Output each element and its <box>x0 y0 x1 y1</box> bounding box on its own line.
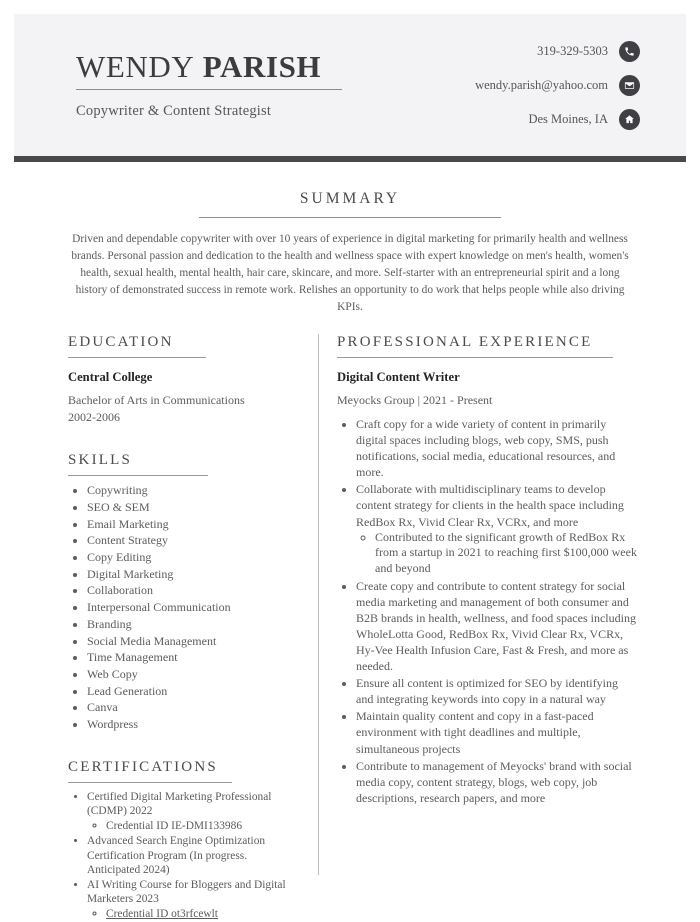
experience-underline <box>337 357 613 358</box>
list-item: • Web Copy <box>87 667 296 683</box>
education-underline <box>68 357 206 358</box>
list-item: • Email Marketing <box>87 517 296 533</box>
contact-row-phone[interactable] <box>537 41 640 62</box>
certifications-section <box>68 759 296 922</box>
list-item <box>356 758 637 806</box>
left-column <box>68 334 296 922</box>
list-item <box>356 578 637 674</box>
experience-bullet-text: Maintain quality content and copy in a fast-paced environment with tight deadlines and multiple, simultaneous projects <box>356 709 594 756</box>
experience-title: PROFESSIONAL EXPERIENCE <box>337 334 593 350</box>
list-item <box>356 675 637 707</box>
list-item: • Interpersonal Communication <box>87 600 296 616</box>
certification-text: Certified Digital Marketing Professional (CDMP) 2022 <box>87 790 272 818</box>
envelope-icon <box>619 75 640 96</box>
skills-section <box>68 452 296 733</box>
experience-bullet-text: Contribute to management of Meyocks' brand with social media copy, content strategy, blogs, web copy, job descriptions, research papers, and more <box>356 758 632 805</box>
list-item: • Time Management <box>87 650 296 666</box>
home-icon <box>619 109 640 130</box>
certification-sub-list <box>87 819 296 834</box>
experience-entry <box>337 370 637 806</box>
education-title: EDUCATION <box>68 334 174 350</box>
experience-bullet-list <box>337 416 637 806</box>
list-item: • Canva <box>87 700 296 716</box>
full-name <box>76 50 342 85</box>
list-item: • Lead Generation <box>87 684 296 700</box>
summary-underline <box>199 217 501 218</box>
experience-bullet-text: Craft copy for a wide variety of content in primarily digital spaces including blogs, web copy, SMS, push notifications, social media, educational resources, and more. <box>356 417 616 480</box>
certifications-list <box>68 790 296 922</box>
credential-id-link[interactable] <box>106 907 296 922</box>
phone-icon <box>619 41 640 62</box>
certification-text: Advanced Search Engine Optimization Certification Program (In progress. Anticipated 2024) <box>87 834 266 877</box>
name-underline <box>76 89 342 90</box>
contact-row-location[interactable] <box>528 109 640 130</box>
list-item: • Social Media Management <box>87 634 296 650</box>
last-name: PARISH <box>202 48 322 84</box>
list-item: • Digital Marketing <box>87 567 296 583</box>
certifications-underline <box>68 782 232 783</box>
skills-underline <box>68 475 208 476</box>
certification-sub-list <box>87 907 296 922</box>
header-content <box>14 14 686 156</box>
experience-sub-list <box>356 530 637 577</box>
identity-block <box>76 50 342 121</box>
list-item <box>356 416 637 480</box>
phone-text: 319-329-5303 <box>537 43 608 58</box>
first-name: WENDY <box>76 48 195 84</box>
credential-id-text: Credential ID ot3rfcewlt <box>106 907 218 920</box>
summary-section <box>14 190 686 315</box>
experience-bullet-text: Ensure all content is optimized for SEO by identifying and integrating keywords into copy in a natural way <box>356 676 618 707</box>
list-item: • Copywriting <box>87 483 296 499</box>
skills-list <box>68 483 296 733</box>
job-title: Copywriter & Content Strategist <box>76 103 272 120</box>
skills-title: SKILLS <box>68 452 133 469</box>
education-degree: Bachelor of Arts in Communications <box>68 393 245 407</box>
header-divider-rule <box>14 156 686 162</box>
education-school: Central College <box>68 370 153 384</box>
list-item: • Copy Editing <box>87 550 296 566</box>
education-entry <box>68 370 296 426</box>
summary-text: Driven and dependable copywriter with over 10 years of experience in digital marketing for primarily health and wellness brands. Personal passion and dedication to the health and wellness space with expert knowledge on men's health, women's health, sexual health, mental health, hair care, skincare, and more. Self-starter with an entrepreneurial spirit and a long history of demonstrated success in remote work. Relishes an opportunity to do work that helps people while also driving KPIs. <box>71 233 629 313</box>
list-item: • Collaboration <box>87 583 296 599</box>
list-item: ◦ Credential ID IE-DMI133986 <box>106 819 296 834</box>
experience-employer: Meyocks Group | 2021 - Present <box>337 393 493 407</box>
education-section <box>68 334 296 426</box>
certification-text: AI Writing Course for Bloggers and Digital Marketers 2023 <box>87 878 286 906</box>
certifications-title: CERTIFICATIONS <box>68 758 218 775</box>
education-years: 2002-2006 <box>68 410 120 425</box>
experience-bullet-text: Collaborate with multidisciplinary teams to develop content strategy for clients in the health space including RedBox Rx, Vivid Clear Rx, VCRx, and more <box>356 482 624 529</box>
email-text: wendy.parish@yahoo.com <box>475 77 608 92</box>
list-item <box>356 481 637 576</box>
list-item: • SEO & SEM <box>87 500 296 516</box>
list-item <box>87 878 296 922</box>
list-item: • Content Strategy <box>87 533 296 549</box>
right-column <box>337 334 637 807</box>
list-item: ◦ Contributed to the significant growth of RedBox Rx from a startup in 2021 to reaching first $100,000 week and beyond <box>375 530 637 577</box>
location-text: Des Moines, IA <box>528 111 608 126</box>
contact-row-email[interactable] <box>475 75 640 96</box>
column-divider <box>318 334 319 875</box>
list-item <box>87 834 296 878</box>
list-item: • Branding <box>87 617 296 633</box>
summary-title: SUMMARY <box>299 190 401 207</box>
experience-role: Digital Content Writer <box>337 370 460 384</box>
list-item <box>356 708 637 756</box>
list-item <box>87 790 296 834</box>
experience-section <box>337 334 637 806</box>
list-item: • Wordpress <box>87 717 296 733</box>
contact-block <box>475 41 640 130</box>
experience-bullet-text: Create copy and contribute to content strategy for social media marketing and management of both consumer and B2B brands in health, wellness, and food spaces including WholeLotta Good, RedBox Rx, Vivid Clear Rx, VCRx, Hy-Vee Health Infusion Care, Fast & Fresh, and more as needed. <box>356 578 636 674</box>
